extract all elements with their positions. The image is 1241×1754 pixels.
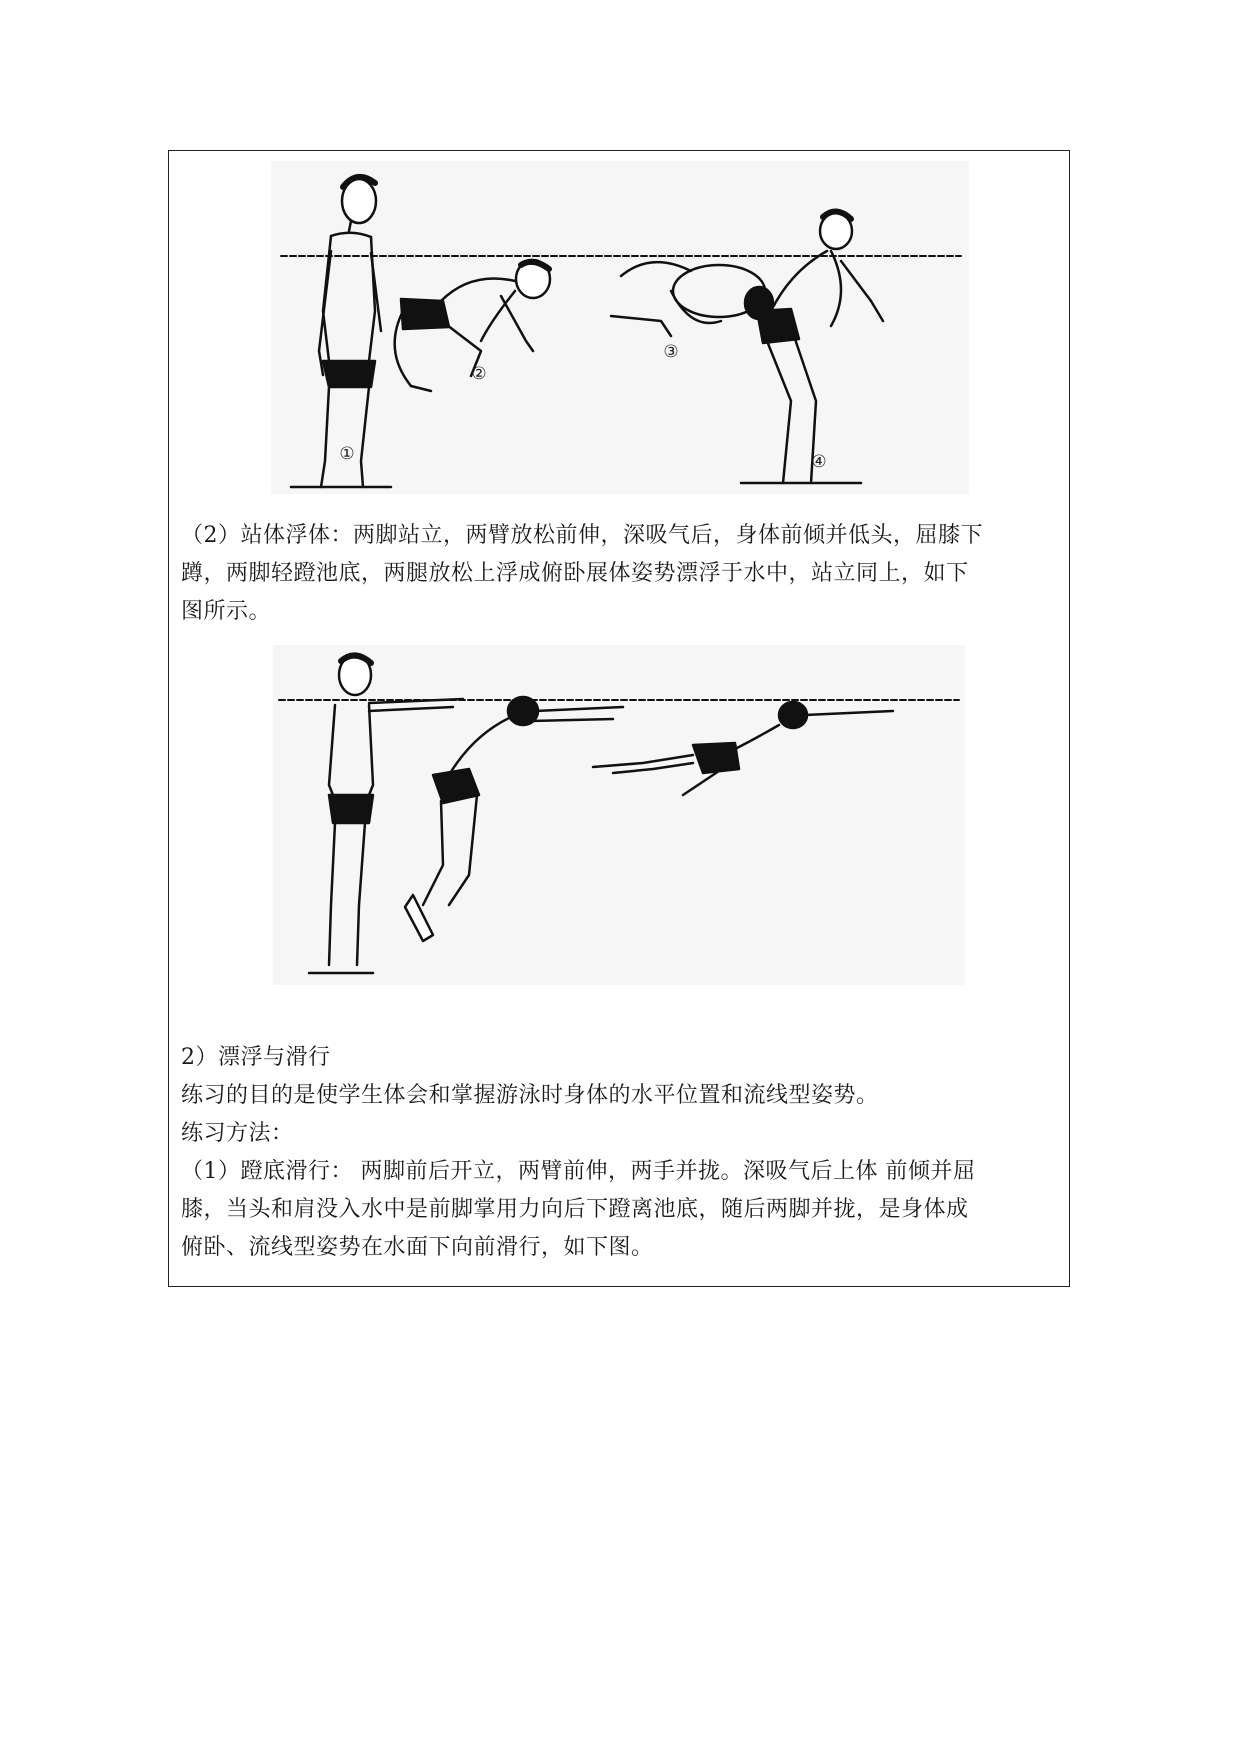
content-frame [168, 150, 1070, 1287]
push-float-figure [273, 645, 965, 985]
description-line-2: 蹲，两脚轻蹬池底，两腿放松上浮成俯卧展体姿势漂浮于水中，站立同上，如下 [181, 561, 969, 586]
method-label: 练习方法： [181, 1121, 294, 1146]
method-line-2: 膝，当头和肩没入水中是前脚掌用力向后下蹬离池底，随后两脚并拢，是身体成 [181, 1197, 969, 1222]
standing-float-illustration [271, 161, 969, 494]
stage-label-4: ④ [811, 452, 827, 472]
stage-label-3: ③ [663, 342, 679, 362]
push-float-illustration [273, 645, 965, 985]
standing-float-description [181, 517, 1057, 631]
stage-label-2: ② [471, 364, 487, 384]
float-glide-section [181, 1039, 1057, 1267]
description-line-3: 图所示。 [181, 599, 272, 624]
description-line-1: （2）站体浮体：两脚站立，两臂放松前伸，深吸气后，身体前倾并低头，屈膝下 [181, 523, 983, 548]
section-heading: 2）漂浮与滑行 [181, 1045, 331, 1070]
method-line-1: （1）蹬底滑行： 两脚前后开立，两臂前伸，两手并拢。深吸气后上体 前倾并屈 [181, 1159, 976, 1184]
section-purpose: 练习的目的是使学生体会和掌握游泳时身体的水平位置和流线型姿势。 [181, 1083, 879, 1108]
method-line-3: 俯卧、流线型姿势在水面下向前滑行，如下图。 [181, 1235, 654, 1260]
stage-label-1: ① [339, 444, 355, 464]
standing-float-figure [271, 161, 969, 494]
